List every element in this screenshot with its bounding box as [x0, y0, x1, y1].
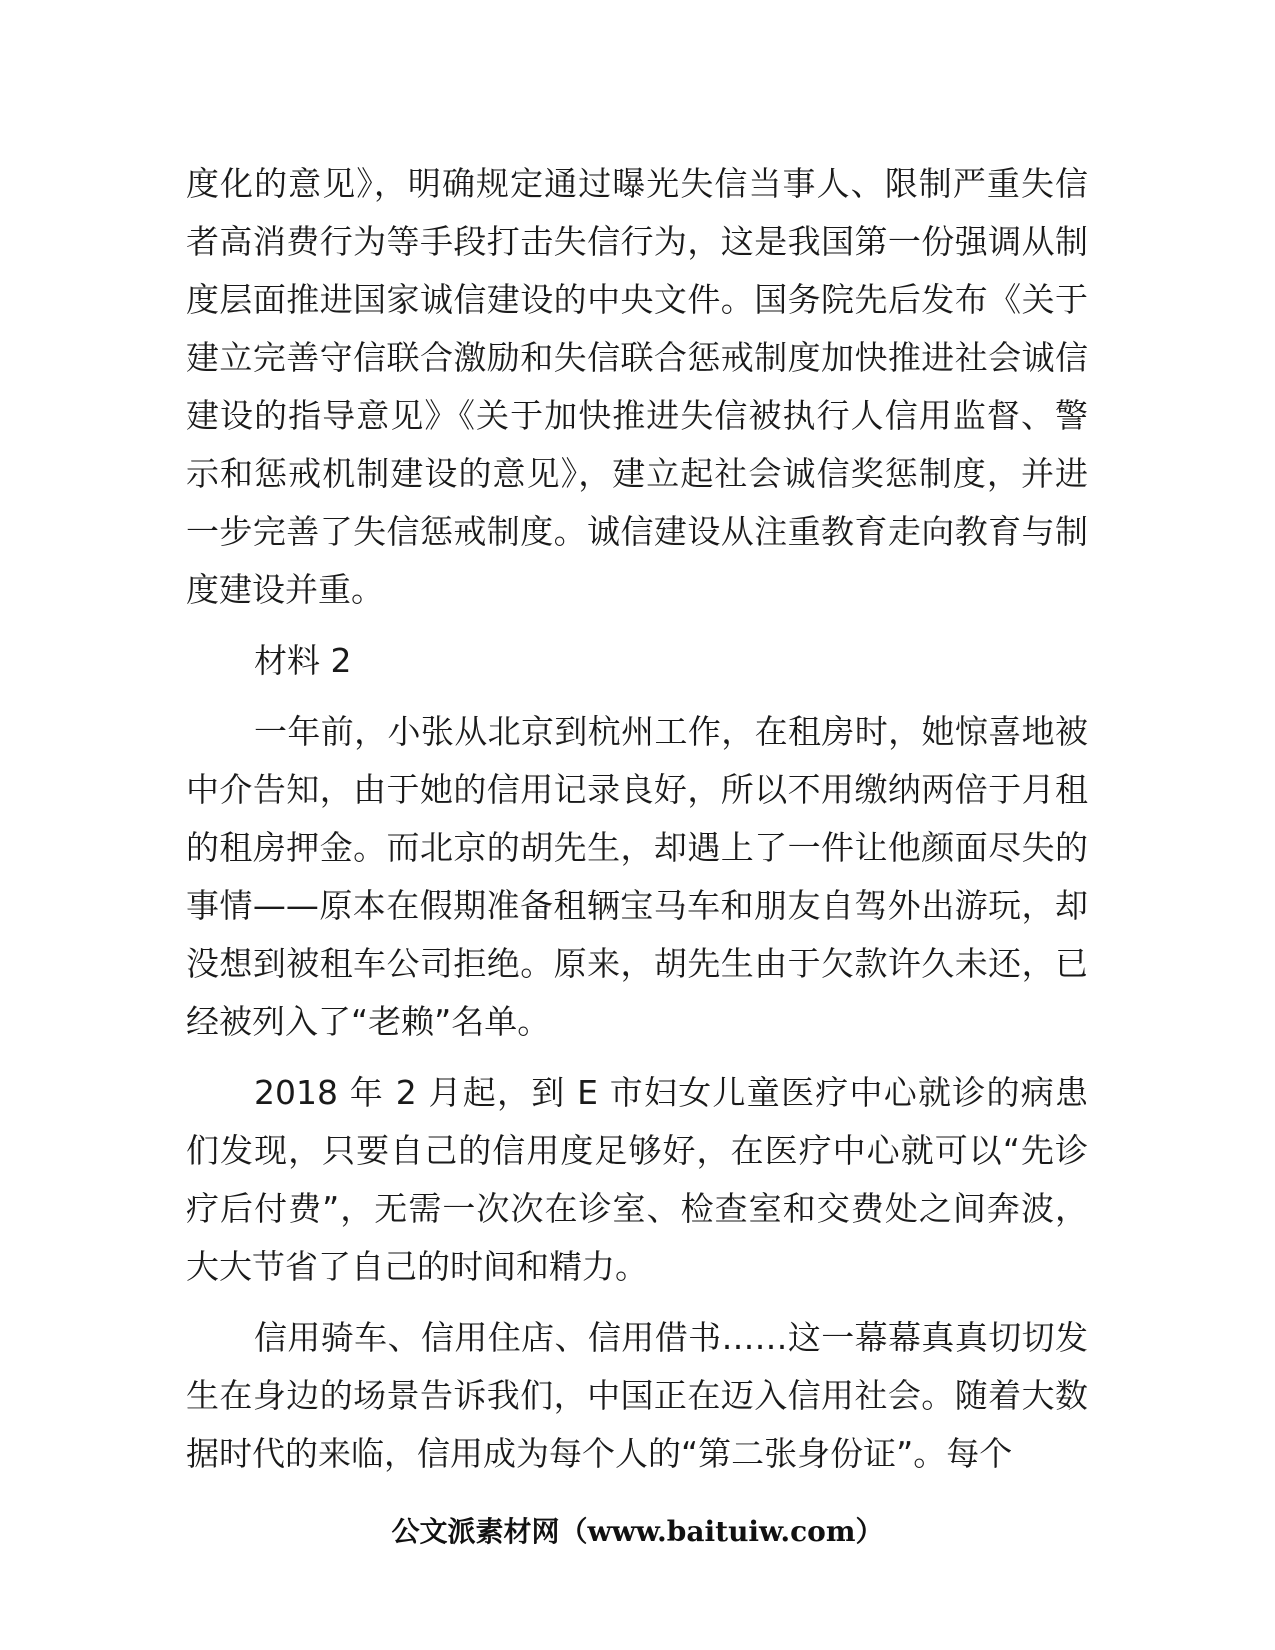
paragraph-credit-society: 信用骑车、信用住店、信用借书……这一幕幕真真切切发生在身边的场景告诉我们，中国正在迈入信用社会。随着大数据时代的来临，信用成为每个人的“第二张身份证”。每个	[186, 1318, 1088, 1473]
paragraph-rental: 一年前，小张从北京到杭州工作，在租房时，她惊喜地被中介告知，由于她的信用记录良好，所以不用缴纳两倍于月租的租房押金。而北京的胡先生，却遇上了一件让他颜面尽失的事情——原本在假期准备租辆宝马车和朋友自驾外出游玩，却没想到被租车公司拒绝。原来，胡先生由于欠款许久未还，已经被列入了“老赖”名单。	[186, 712, 1088, 1041]
paragraph-medical: 2018 年 2 月起，到 E 市妇女儿童医疗中心就诊的病患们发现，只要自己的信用度足够好，在医疗中心就可以“先诊疗后付费”，无需一次次在诊室、检查室和交费处之间奔波，大大节省了自己的时间和精力。	[186, 1073, 1088, 1286]
footer-watermark: 公文派素材网（www.baituiw.com）	[391, 1515, 884, 1548]
document-body	[186, 155, 1088, 1496]
material-label: 材料 2	[254, 641, 352, 680]
paragraph-continued: 度化的意见》，明确规定通过曝光失信当事人、限制严重失信者高消费行为等手段打击失信行为，这是我国第一份强调从制度层面推进国家诚信建设的中央文件。国务院先后发布《关于建立完善守信联合激励和失信联合惩戒制度加快推进社会诚信建设的指导意见》《关于加快推进失信被执行人信用监督、警示和惩戒机制建设的意见》，建立起社会诚信奖惩制度，并进一步完善了失信惩戒制度。诚信建设从注重教育走向教育与制度建设并重。	[186, 164, 1088, 609]
